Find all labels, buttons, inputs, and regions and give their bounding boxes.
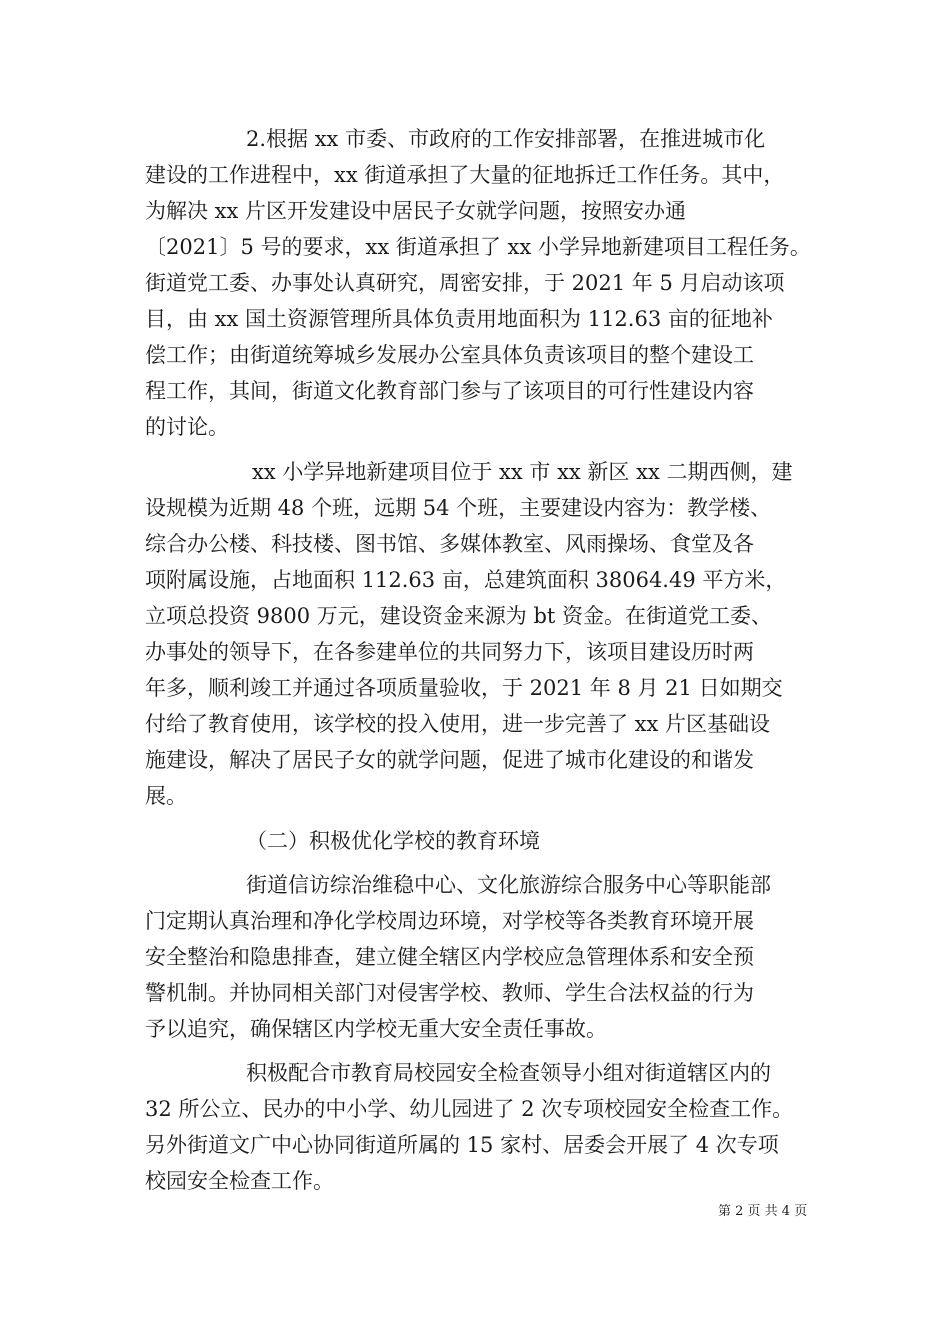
paragraph-4-line-3: 另外街道文广中心协同街道所属的 15 家村、居委会开展了 4 次专项 [145,1133,779,1157]
paragraph-3-line-5: 予以追究，确保辖区内学校无重大安全责任事故。 [145,1017,607,1041]
paragraph-2-line-4: 项附属设施，占地面积 112.63 亩，总建筑面积 38064.49 平方米， [145,568,787,592]
paragraph-2-line-6: 办事处的领导下，在各参建单位的共同努力下，该项目建设历时两 [145,640,754,664]
paragraph-2-line-1: xx 小学异地新建项目位于 xx 市 xx 新区 xx 二期西侧，建 [252,460,793,484]
page-number-footer: 第 2 页 共 4 页 [718,1204,808,1219]
section-heading: （二）积极优化学校的教育环境 [246,829,540,853]
paragraph-4-line-2: 32 所公立、民办的中小学、幼儿园进了 2 次专项校园安全检查工作。 [145,1097,794,1121]
paragraph-3-line-3: 安全整治和隐患排查，建立健全辖区内学校应急管理体系和安全预 [145,945,754,969]
paragraph-1-line-9: 的讨论。 [145,415,229,439]
paragraph-1-line-2: 建设的工作进程中，xx 街道承担了大量的征地拆迁工作任务。其中， [145,163,785,187]
paragraph-3-line-4: 警机制。并协同相关部门对侵害学校、教师、学生合法权益的行为 [145,981,754,1005]
paragraph-3-line-1: 街道信访综治维稳中心、文化旅游综合服务中心等职能部 [246,873,771,897]
paragraph-2-line-7: 年多，顺利竣工并通过各项质量验收，于 2021 年 8 月 21 日如期交 [145,676,783,700]
paragraph-4-line-4: 校园安全检查工作。 [145,1169,334,1193]
paragraph-2-line-8: 付给了教育使用，该学校的投入使用，进一步完善了 xx 片区基础设 [145,712,771,736]
paragraph-2-line-2: 设规模为近期 48 个班，远期 54 个班，主要建设内容为：教学楼、 [145,496,772,520]
paragraph-2-line-10: 展。 [145,784,187,808]
paragraph-1-line-7: 偿工作；由街道统筹城乡发展办公室具体负责该项目的整个建设工 [145,343,754,367]
paragraph-1-line-3: 为解决 xx 片区开发建设中居民子女就学问题，按照安办通 [145,199,687,223]
paragraph-1-line-1: 2.根据 xx 市委、市政府的工作安排部署，在推进城市化 [246,127,766,151]
paragraph-2-line-3: 综合办公楼、科技楼、图书馆、多媒体教室、风雨操场、食堂及各 [145,532,754,556]
paragraph-1-line-8: 程工作，其间，街道文化教育部门参与了该项目的可行性建设内容 [145,379,754,403]
paragraph-3-line-2: 门定期认真治理和净化学校周边环境，对学校等各类教育环境开展 [145,909,754,933]
paragraph-2-line-5: 立项总投资 9800 万元，建设资金来源为 bt 资金。在街道党工委、 [145,604,773,628]
paragraph-1-line-4: 〔2021〕5 号的要求，xx 街道承担了 xx 小学异地新建项目工程任务。 [145,235,811,259]
paragraph-1-line-6: 目，由 xx 国土资源管理所具体负责用地面积为 112.63 亩的征地补 [145,307,773,331]
paragraph-2-line-9: 施建设，解决了居民子女的就学问题，促进了城市化建设的和谐发 [145,748,754,772]
paragraph-4-line-1: 积极配合市教育局校园安全检查领导小组对街道辖区内的 [246,1061,771,1085]
paragraph-1-line-5: 街道党工委、办事处认真研究，周密安排，于 2021 年 5 月启动该项 [145,271,785,295]
